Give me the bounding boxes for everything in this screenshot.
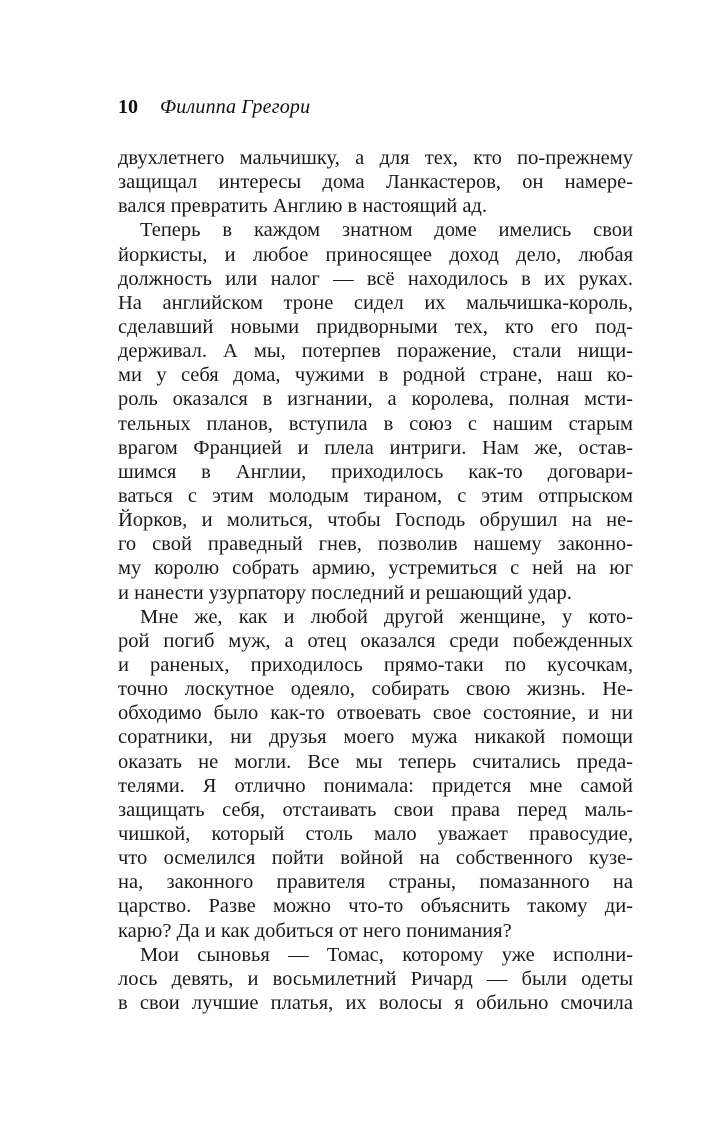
text-line: на, законного правителя страны, помазанного на bbox=[118, 871, 633, 894]
text-line: защищал интересы дома Ланкастеров, он намере- bbox=[118, 171, 633, 194]
text-line: вался превратить Англию в настоящий ад. bbox=[118, 195, 487, 218]
text-line: ваться с этим молодым тираном, с этим отпрыском bbox=[118, 484, 633, 507]
text-line: роль оказался в изгнании, а королева, полная мсти- bbox=[118, 388, 633, 411]
text-line: и нанести узурпатору последний и решающий удар. bbox=[118, 581, 572, 604]
text-line: лось девять, и восьмилетний Ричард — были одеты bbox=[118, 967, 633, 990]
text-line: двухлетнего мальчишку, а для тех, кто по-прежнему bbox=[118, 147, 633, 169]
running-head bbox=[118, 96, 310, 122]
text-line: царство. Разве можно что-то объяснить такому ди- bbox=[118, 895, 633, 918]
page-number: 10 bbox=[118, 96, 138, 118]
body-text bbox=[118, 146, 633, 1015]
text-line: тельных планов, вступила в союз с нашим старым bbox=[118, 412, 633, 435]
text-line: сделавший новыми придворными тех, кто его под- bbox=[118, 315, 633, 338]
text-line: ми у себя дома, чужими в родной стране, наш ко- bbox=[118, 364, 633, 387]
text-line: защищать себя, отстаивать свои права перед маль- bbox=[118, 798, 633, 821]
text-line: должность или налог — всё находилось в их руках. bbox=[118, 267, 633, 290]
text-line: соратники, ни друзья моего мужа никакой помощи bbox=[118, 726, 633, 749]
text-line: оказать не могли. Все мы теперь считались преда- bbox=[118, 750, 633, 773]
text-line: Мне же, как и любой другой женщине, у кото- bbox=[140, 605, 633, 628]
text-line: обходимо было как-то отвоевать свое состояние, и ни bbox=[118, 702, 633, 725]
text-line: карю? Да и как добиться от него понимания? bbox=[118, 919, 512, 942]
text-line: шимся в Англии, приходилось как-то договари- bbox=[118, 460, 633, 483]
text-line: чишкой, который столь мало уважает правосудие, bbox=[118, 822, 633, 845]
text-line: Теперь в каждом знатном доме имелись свои bbox=[140, 219, 633, 242]
text-line: го свой праведный гнев, позволив нашему законно- bbox=[118, 533, 633, 556]
text-line: и раненых, приходилось прямо-таки по кусочкам, bbox=[118, 653, 633, 676]
text-line: что осмелился пойти войной на собственного кузе- bbox=[118, 847, 633, 870]
text-line: врагом Францией и плела интриги. Нам же, остав- bbox=[118, 436, 633, 459]
text-line: Мои сыновья — Томас, которому уже исполни- bbox=[140, 943, 633, 966]
text-line: точно лоскутное одеяло, собирать свою жизнь. Не- bbox=[118, 678, 633, 701]
text-line: держивал. А мы, потерпев поражение, стали нищи- bbox=[118, 340, 633, 363]
text-line: му королю собрать армию, устремиться с ней на юг bbox=[118, 557, 633, 580]
text-line: Йорков, и молиться, чтобы Господь обрушил на не- bbox=[118, 509, 633, 532]
author-name: Филиппа Грегори bbox=[160, 96, 311, 118]
text-line: телями. Я отлично понимала: придется мне самой bbox=[118, 774, 633, 797]
text-line: На английском троне сидел их мальчишка-король, bbox=[118, 291, 633, 314]
text-line: йоркисты, и любое приносящее доход дело, любая bbox=[118, 243, 633, 266]
text-line: рой погиб муж, а отец оказался среди побежденных bbox=[118, 629, 633, 652]
text-line: в свои лучшие платья, их волосы я обильно смочила bbox=[118, 991, 633, 1014]
